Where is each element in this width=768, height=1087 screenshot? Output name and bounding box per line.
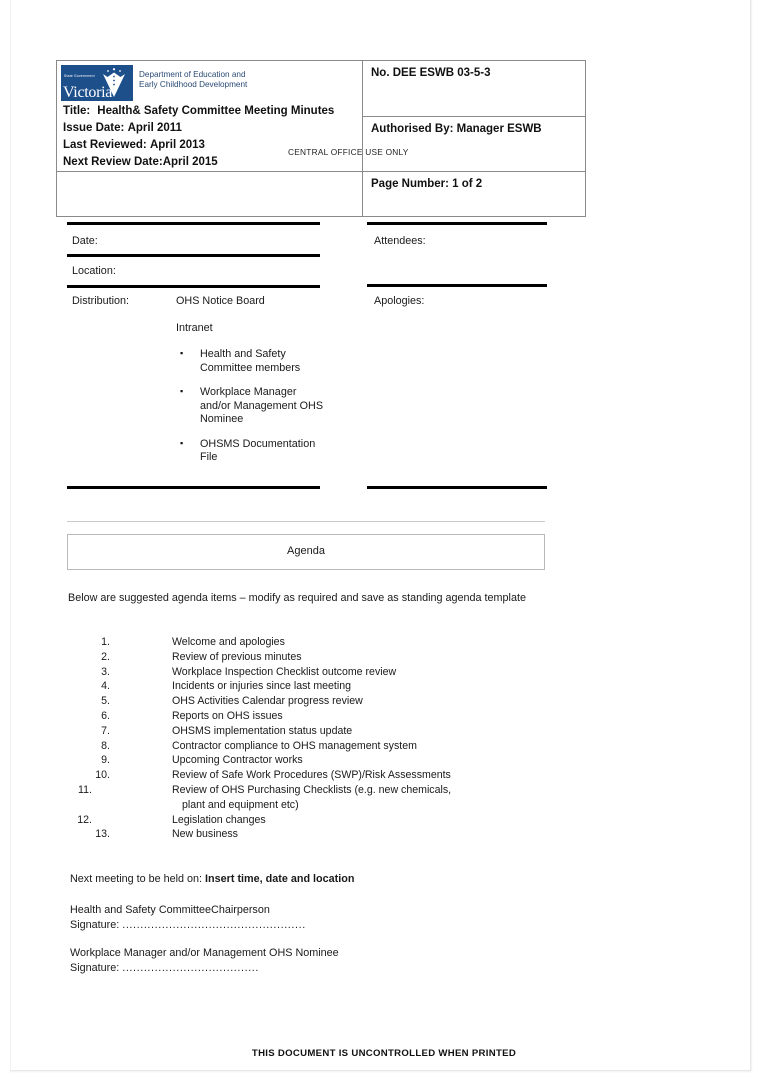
logo-government-line: State Government bbox=[64, 74, 95, 78]
signature-role-chairperson: Health and Safety CommitteeChairperson bbox=[70, 904, 270, 916]
agenda-item-number: 3. bbox=[101, 665, 110, 678]
next-meeting-label: Next meeting to be held on: bbox=[70, 873, 203, 885]
signature-dots-workplace-manager[interactable]: ...................................... bbox=[122, 961, 260, 974]
header-page-number-value: 1 of 2 bbox=[452, 178, 483, 190]
agenda-heading-box bbox=[67, 534, 545, 570]
agenda-item bbox=[68, 665, 538, 680]
apologies-label: Apologies: bbox=[374, 295, 425, 307]
header-row-next-review-value: April 2015 bbox=[162, 156, 218, 168]
header-row-issue-date-value: April 2011 bbox=[127, 122, 182, 134]
agenda-item-number: 12. bbox=[77, 813, 92, 826]
signature-role-workplace-manager: Workplace Manager and/or Management OHS Nominee bbox=[70, 947, 339, 959]
distribution-secondary: Intranet bbox=[176, 322, 213, 334]
agenda-intro-text: Below are suggested agenda items – modify as required and save as standing agenda template bbox=[68, 592, 526, 604]
agenda-item-number: 2. bbox=[101, 650, 110, 663]
agenda-item-number: 11. bbox=[78, 783, 92, 796]
agenda-item-number: 7. bbox=[101, 724, 110, 737]
agenda-item-text: Incidents or injuries since last meeting bbox=[172, 680, 352, 693]
logo-state-name: Victoria bbox=[63, 84, 113, 101]
signature-line-workplace-manager bbox=[70, 961, 339, 976]
agenda-item-continuation-text: plant and equipment etc) bbox=[182, 798, 299, 811]
header-row-last-reviewed-label: Last Reviewed: bbox=[63, 139, 147, 151]
agenda-item bbox=[68, 679, 538, 694]
header-row-last-reviewed-value: April 2013 bbox=[149, 139, 205, 151]
distribution-bullet-list bbox=[178, 348, 328, 476]
agenda-item-number: 9. bbox=[101, 754, 110, 767]
location-label: Location: bbox=[72, 265, 116, 277]
rule-right-top bbox=[367, 222, 547, 225]
header-row-next-review-label: Next Review Date: bbox=[63, 156, 163, 168]
header-row-title-value: Health& Safety Committee Meeting Minutes bbox=[97, 105, 335, 117]
agenda-item bbox=[68, 753, 538, 768]
agenda-item bbox=[68, 724, 538, 739]
document-footer-notice: THIS DOCUMENT IS UNCONTROLLED WHEN PRINTED bbox=[251, 1048, 517, 1059]
signature-label-workplace-manager: Signature: bbox=[70, 961, 120, 974]
rule-left-after-location bbox=[67, 285, 320, 288]
list-item: ▪ Workplace Manager and/or Management OHS Nominee bbox=[178, 386, 328, 427]
logo-row bbox=[57, 61, 362, 103]
agenda-item-number: 1. bbox=[101, 636, 110, 648]
agenda-item bbox=[68, 813, 538, 828]
agenda-item-text: Legislation changes bbox=[172, 813, 266, 826]
agenda-item-text: New business bbox=[172, 828, 238, 841]
rule-left-top bbox=[67, 222, 320, 225]
document-header-table bbox=[56, 60, 586, 217]
agenda-item-number: 8. bbox=[101, 739, 110, 752]
agenda-item-text: Reports on OHS issues bbox=[172, 709, 283, 722]
rule-above-agenda bbox=[67, 521, 545, 522]
distribution-primary: OHS Notice Board bbox=[176, 295, 265, 307]
header-row-title-label: Title: bbox=[63, 105, 91, 117]
agenda-item-text: Review of previous minutes bbox=[172, 650, 302, 663]
signature-block-chairperson bbox=[70, 903, 306, 932]
header-page-number bbox=[363, 172, 585, 197]
header-row-issue-date-label: Issue Date: bbox=[63, 122, 125, 134]
department-line-2: Early Childhood Development bbox=[139, 79, 248, 89]
agenda-item bbox=[68, 650, 538, 665]
header-authorised-by-label: Authorised By: bbox=[371, 122, 454, 135]
next-meeting-value: Insert time, date and location bbox=[205, 873, 355, 885]
agenda-item-text: OHSMS implementation status update bbox=[172, 724, 353, 737]
header-doc-number-label: No. bbox=[371, 67, 390, 79]
header-row-issue-date bbox=[57, 120, 362, 137]
signature-block-workplace-manager bbox=[70, 946, 339, 975]
agenda-item bbox=[68, 783, 538, 798]
rule-left-bottom bbox=[67, 486, 320, 489]
victoria-government-logo bbox=[61, 65, 133, 101]
central-office-use-only-note: CENTRAL OFFICE USE ONLY bbox=[288, 147, 409, 157]
agenda-item-text: Upcoming Contractor works bbox=[172, 754, 303, 767]
header-spacer-cell bbox=[57, 172, 363, 217]
agenda-item bbox=[68, 709, 538, 724]
header-page-number-cell bbox=[363, 172, 586, 217]
agenda-item bbox=[68, 739, 538, 754]
agenda-item-text: OHS Activities Calendar progress review bbox=[172, 695, 363, 708]
header-row-title bbox=[57, 103, 362, 120]
agenda-item bbox=[68, 768, 538, 783]
header-page-number-label: Page Number: bbox=[371, 178, 449, 190]
header-authorised-by bbox=[363, 117, 585, 142]
signature-line-chairperson bbox=[70, 918, 306, 933]
agenda-item-text: Review of OHS Purchasing Checklists (e.g. new chemicals, bbox=[172, 783, 452, 796]
header-doc-number-value: DEE ESWB 03-5-3 bbox=[392, 67, 491, 79]
header-authorised-by-cell bbox=[363, 116, 586, 172]
agenda-item-text: Workplace Inspection Checklist outcome review bbox=[172, 665, 397, 678]
header-authorised-by-value: Manager ESWB bbox=[456, 122, 542, 135]
agenda-heading: Agenda bbox=[287, 545, 325, 557]
list-item: ▪ Health and Safety Committee members bbox=[178, 348, 328, 375]
agenda-item-number: 5. bbox=[101, 695, 110, 708]
agenda-item-continuation bbox=[68, 798, 538, 813]
agenda-item-list bbox=[68, 635, 538, 842]
agenda-item-text: Review of Safe Work Procedures (SWP)/Risk Assessments bbox=[172, 769, 451, 782]
agenda-item-number: 4. bbox=[101, 680, 110, 693]
agenda-item bbox=[68, 635, 538, 650]
agenda-item-text: Contractor compliance to OHS management system bbox=[172, 739, 417, 752]
header-doc-number bbox=[363, 61, 585, 86]
list-item: ▪ OHSMS Documentation File bbox=[178, 438, 328, 465]
signature-label-chairperson: Signature: bbox=[70, 918, 120, 931]
agenda-item-text: Welcome and apologies bbox=[172, 636, 285, 648]
agenda-item-number: 13. bbox=[95, 828, 110, 841]
distribution-label: Distribution: bbox=[72, 295, 130, 307]
rule-right-bottom bbox=[367, 486, 547, 489]
rule-left-after-date bbox=[67, 254, 320, 257]
next-meeting-line bbox=[70, 872, 354, 886]
agenda-item-number: 10. bbox=[95, 769, 110, 782]
department-name bbox=[139, 70, 247, 89]
attendees-label: Attendees: bbox=[374, 235, 426, 247]
date-label: Date: bbox=[72, 235, 98, 247]
agenda-item-number: 6. bbox=[101, 709, 110, 722]
header-doc-number-cell bbox=[363, 61, 586, 117]
rule-right-after-attendees bbox=[367, 284, 547, 287]
signature-dots-chairperson[interactable]: ................................................... bbox=[122, 918, 306, 931]
department-line-1: Department of Education and bbox=[139, 70, 246, 79]
agenda-item bbox=[68, 827, 538, 842]
agenda-item bbox=[68, 694, 538, 709]
